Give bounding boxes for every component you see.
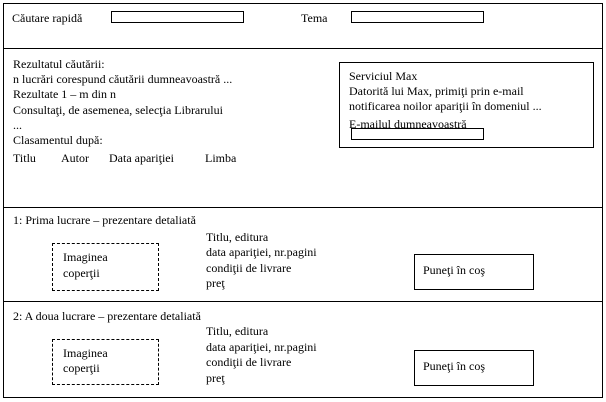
results-ellipsis: ... bbox=[13, 118, 22, 132]
work-1-cover-label-1: Imaginea bbox=[63, 250, 108, 264]
work-1-add-to-cart-label: Puneţi în coş bbox=[423, 263, 485, 277]
email-label: E-mailul dumneavoastră bbox=[349, 117, 467, 131]
quick-search-label: Căutare rapidă bbox=[12, 11, 83, 25]
work-2-detail-price: preţ bbox=[206, 371, 225, 385]
work-1-heading: 1: Prima lucrare – prezentare detaliată bbox=[13, 213, 196, 227]
work-2-detail-date: data apariţiei, nr.pagini bbox=[206, 340, 317, 354]
sort-label: Clasamentul după: bbox=[13, 133, 103, 147]
section-divider bbox=[3, 48, 603, 49]
quick-search-input[interactable] bbox=[111, 11, 244, 23]
work-2-cover-label-2: coperţii bbox=[63, 361, 100, 375]
work-1-detail-title: Titlu, editura bbox=[206, 230, 269, 244]
work-2-add-to-cart-label: Puneţi în coş bbox=[423, 359, 485, 373]
work-2-detail-delivery: condiţii de livrare bbox=[206, 355, 292, 369]
results-count: n lucrări corespund căutării dumneavoastră ... bbox=[13, 72, 233, 86]
work-2-cover-label-1: Imaginea bbox=[63, 346, 108, 360]
sort-option-date[interactable]: Data apariţiei bbox=[109, 151, 174, 165]
work-1-cover-label-2: coperţii bbox=[63, 266, 100, 280]
max-service-desc-1: Datorită lui Max, primiţi prin e-mail bbox=[349, 84, 524, 98]
work-1-detail-price: preţ bbox=[206, 276, 225, 290]
results-title: Rezultatul căutării: bbox=[13, 57, 105, 71]
email-input[interactable] bbox=[351, 128, 484, 140]
topic-label: Tema bbox=[301, 11, 328, 25]
sort-option-title[interactable]: Titlu bbox=[13, 151, 36, 165]
sort-option-author[interactable]: Autor bbox=[61, 151, 89, 165]
max-service-desc-2: notificarea noilor apariţii în domeniul ... bbox=[349, 99, 542, 113]
section-divider bbox=[3, 207, 603, 208]
work-1-detail-delivery: condiţii de livrare bbox=[206, 261, 292, 275]
section-divider bbox=[3, 301, 603, 302]
topic-input[interactable] bbox=[351, 11, 484, 23]
sort-option-language[interactable]: Limba bbox=[205, 151, 237, 165]
results-range: Rezultate 1 – m din n bbox=[13, 87, 116, 101]
max-service-title: Serviciul Max bbox=[349, 69, 418, 83]
work-2-heading: 2: A doua lucrare – prezentare detaliată bbox=[13, 309, 201, 323]
work-2-detail-title: Titlu, editura bbox=[206, 324, 269, 338]
librarian-selection-link[interactable]: Consultaţi, de asemenea, selecţia Librarului bbox=[13, 103, 223, 117]
work-1-detail-date: data apariţiei, nr.pagini bbox=[206, 245, 317, 259]
